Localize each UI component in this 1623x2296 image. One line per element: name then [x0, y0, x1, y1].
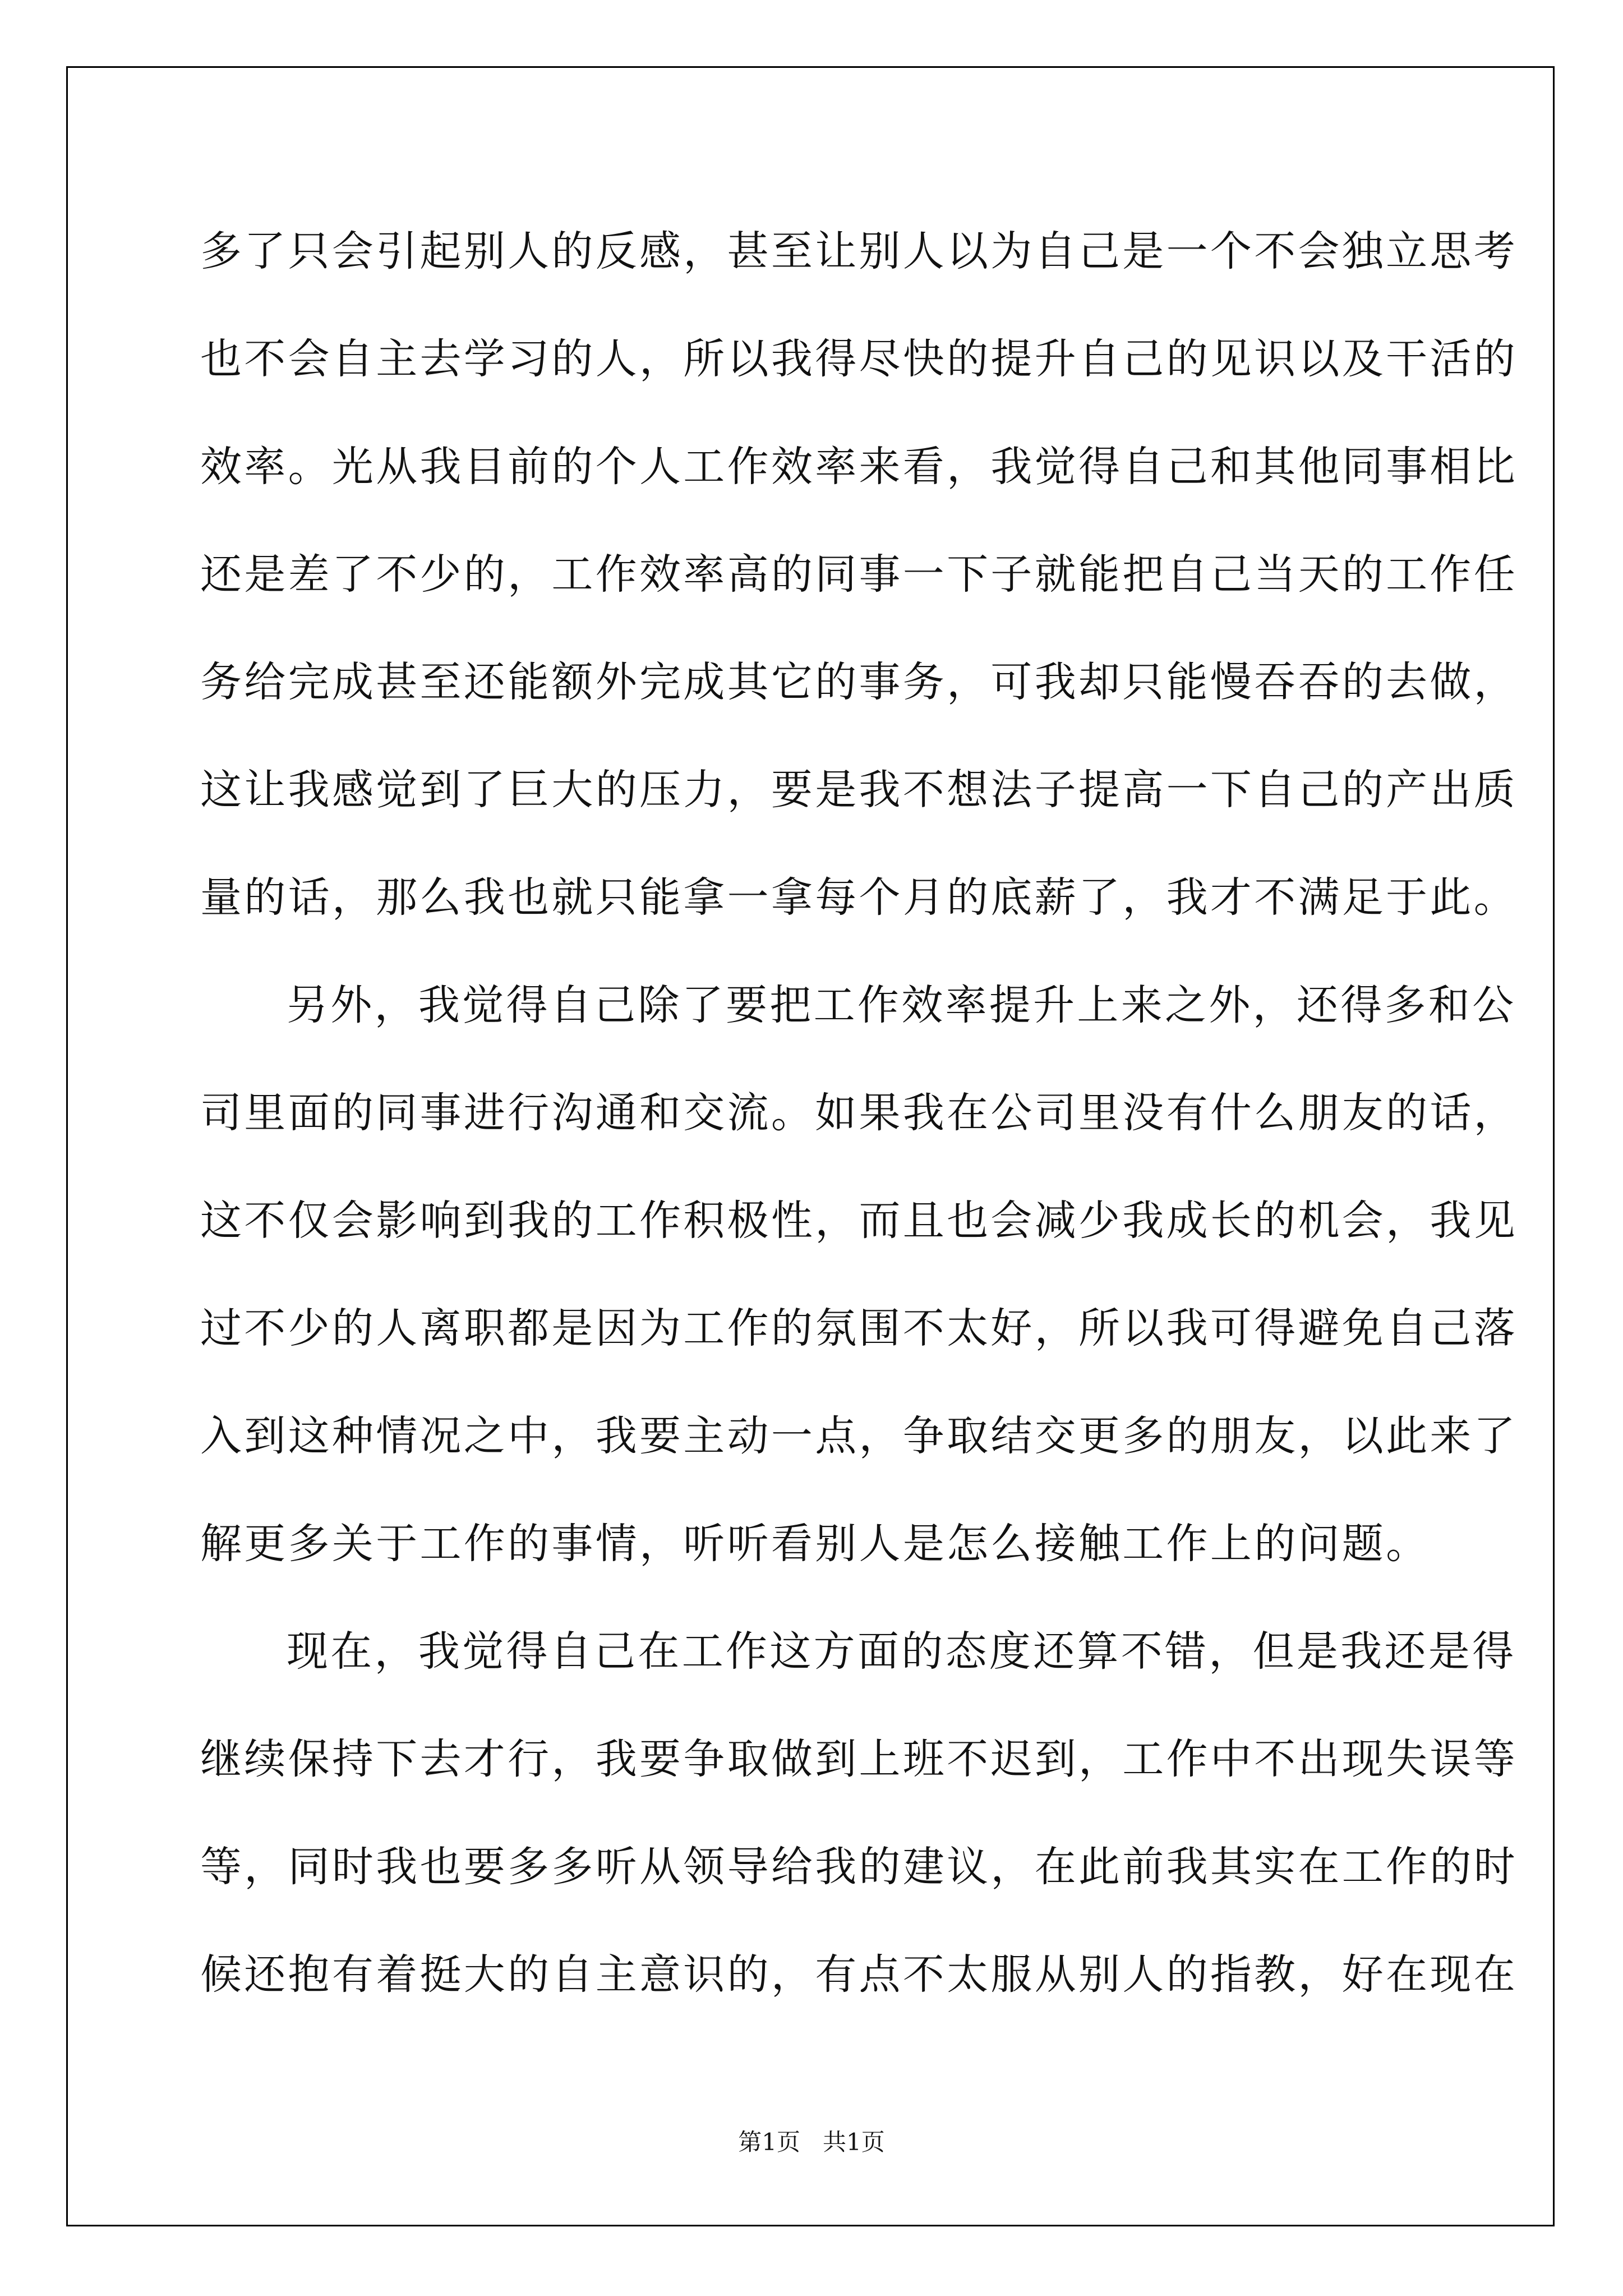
text-line: 这不仅会影响到我的工作积极性，而且也会减少我成长的机会，我见 — [200, 1197, 1518, 1245]
text-line: 这让我感觉到了巨大的压力，要是我不想法子提高一下自己的产出质 — [200, 766, 1518, 814]
text-line: 继续保持下去才行，我要争取做到上班不迟到，工作中不出现失误等 — [200, 1735, 1518, 1783]
text-line: 量的话，那么我也就只能拿一拿每个月的底薪了，我才不满足于此。 — [200, 873, 1518, 922]
text-line: 也不会自主去学习的人，所以我得尽快的提升自己的见识以及干活的 — [200, 335, 1518, 383]
text-line: 多了只会引起别人的反感，甚至让别人以为自己是一个不会独立思考 — [200, 227, 1518, 275]
text-line: 等，同时我也要多多听从领导给我的建议，在此前我其实在工作的时 — [200, 1843, 1518, 1891]
paragraph-start-line: 另外，我觉得自己除了要把工作效率提升上来之外，还得多和公 — [287, 981, 1516, 1029]
paragraph-start-line: 现在，我觉得自己在工作这方面的态度还算不错，但是我还是得 — [287, 1627, 1516, 1676]
text-line: 候还抱有着挺大的自主意识的，有点不太服从别人的指教，好在现在 — [200, 1950, 1518, 1999]
text-line: 效率。光从我目前的个人工作效率来看，我觉得自己和其他同事相比 — [200, 443, 1518, 491]
text-line: 过不少的人离职都是因为工作的氛围不太好，所以我可得避免自己落 — [200, 1304, 1518, 1352]
text-line: 解更多关于工作的事情，听听看别人是怎么接触工作上的问题。 — [200, 1520, 1430, 1568]
text-line: 入到这种情况之中，我要主动一点，争取结交更多的朋友，以此来了 — [200, 1412, 1518, 1460]
text-line: 司里面的同事进行沟通和交流。如果我在公司里没有什么朋友的话， — [200, 1089, 1518, 1137]
page-footer: 第1页 共1页 — [738, 2128, 885, 2156]
text-line: 还是差了不少的，工作效率高的同事一下子就能把自己当天的工作任 — [200, 550, 1518, 599]
document-body — [200, 197, 1518, 2028]
text-line: 务给完成甚至还能额外完成其它的事务，可我却只能慢吞吞的去做， — [200, 658, 1518, 706]
